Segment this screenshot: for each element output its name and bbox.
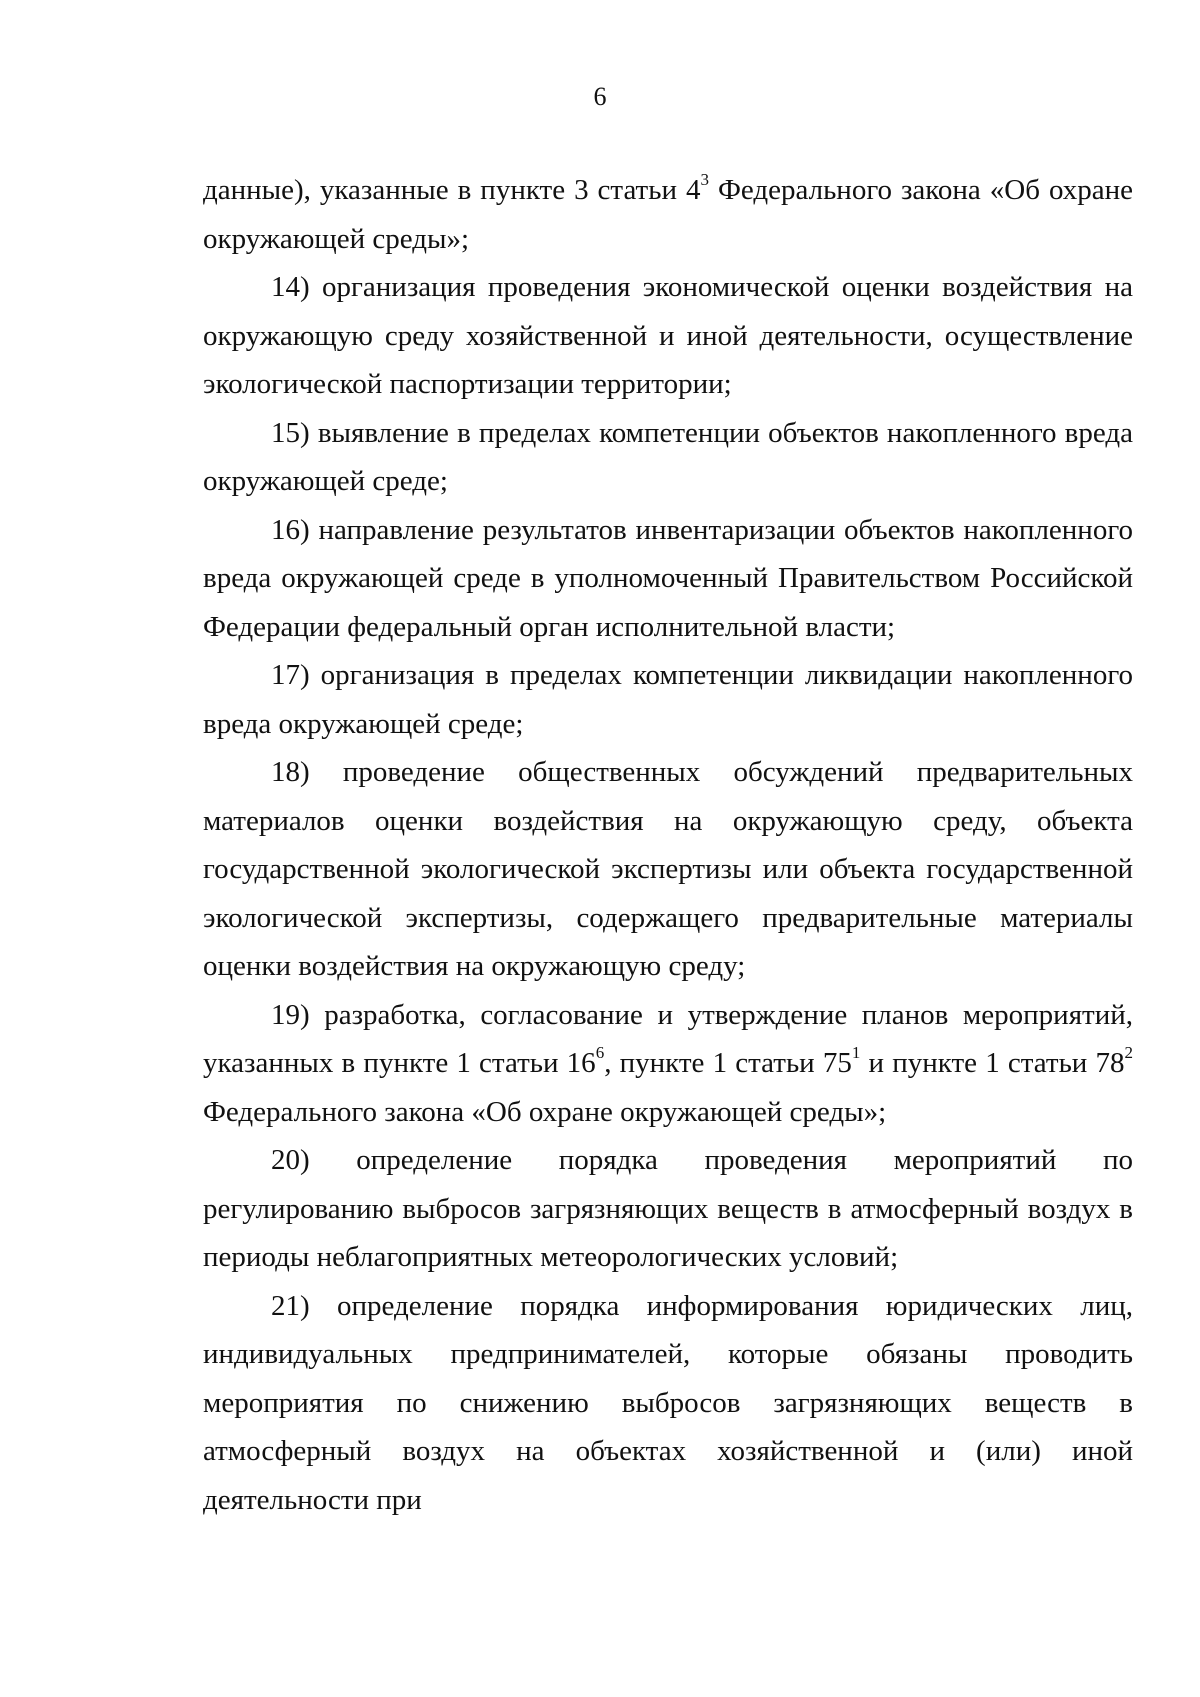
paragraph-text: 16) направление результатов инвентаризации объектов накопленного вреда окружающей среде в уполномоченный Правительством Российской Федерации федеральный орган исполнительной власти; (203, 513, 1133, 643)
paragraph-text: 18) проведение общественных обсуждений предварительных материалов оценки воздействия на окружающую среду, объекта государственной экологической экспертизы или объекта государственной экологической экспертизы, содержащего предварительные материалы оценки воздействия на окружающую среду; (203, 756, 1133, 982)
paragraph-p14 (203, 263, 1133, 409)
paragraph-p17 (203, 651, 1133, 748)
paragraph-text: 20) определение порядка проведения мероприятий по регулированию выбросов загрязняющих веществ в атмосферный воздух в периоды неблагоприятных метеорологических условий; (203, 1144, 1133, 1273)
paragraph-p16 (203, 506, 1133, 652)
paragraph-text: , пункте 1 статьи 75 (604, 1047, 852, 1079)
paragraph-text: 19) разработка, согласование и утверждение планов мероприятий, указанных в пункте 1 статьи 16 (203, 998, 1133, 1079)
paragraph-text: 14) организация проведения экономической оценки воздействия на окружающую среду хозяйственной и иной деятельности, осуществление экологической паспортизации территории; (203, 271, 1133, 400)
paragraph-p13-cont (203, 166, 1133, 263)
paragraph-p15 (203, 409, 1133, 506)
paragraph-text: Федерального закона «Об охране окружающей среды»; (203, 174, 1133, 255)
paragraph-p18 (203, 748, 1133, 991)
paragraph-text: 15) выявление в пределах компетенции объектов накопленного вреда окружающей среде; (203, 416, 1133, 497)
page-number: 6 (593, 82, 607, 111)
superscript: 3 (700, 170, 709, 190)
paragraph-p20 (203, 1136, 1133, 1282)
paragraph-text: и пункте 1 статьи 78 (860, 1047, 1125, 1079)
paragraph-p19 (203, 991, 1133, 1137)
paragraph-text: 17) организация в пределах компетенции ликвидации накопленного вреда окружающей среде; (203, 659, 1133, 740)
paragraph-text: данные), указанные в пункте 3 статьи 4 (203, 174, 701, 206)
superscript: 6 (595, 1043, 605, 1063)
paragraph-text: 21) определение порядка информирования юридических лиц, индивидуальных предпринимателей, которые обязаны проводить мероприятия по снижению выбросов загрязняющих веществ в атмосферный воздух на объектах хозяйственной и (или) иной деятельности при (203, 1289, 1133, 1516)
superscript: 2 (1124, 1043, 1134, 1063)
paragraph-p21 (203, 1282, 1133, 1525)
superscript: 1 (851, 1043, 861, 1063)
document-body (203, 166, 1133, 1524)
paragraph-text: Федерального закона «Об охране окружающей среды»; (203, 1095, 887, 1128)
